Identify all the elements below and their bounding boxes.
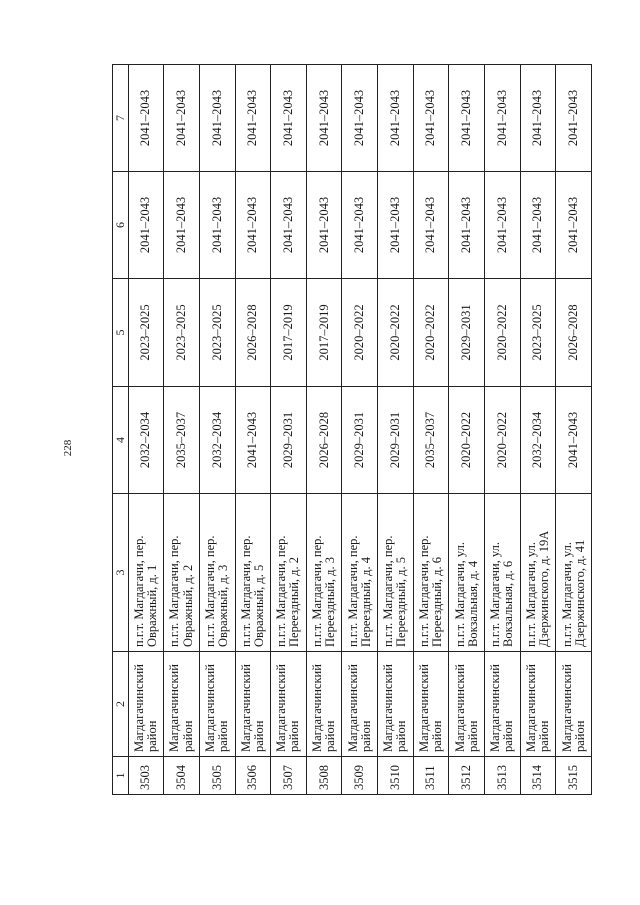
address-cell: п.г.т. Магдагачи, пер. Переездный, д. 6 <box>413 494 449 652</box>
address-cell: п.г.т. Магдагачи, пер. Овражный, д. 5 <box>235 494 271 652</box>
table-row <box>128 65 164 795</box>
address-cell: п.г.т. Магдагачи, ул. Вокзальная, д. 6 <box>485 494 521 652</box>
table-row <box>271 65 307 795</box>
period-cell: 2023–2025 <box>128 279 164 387</box>
address-cell: п.г.т. Магдагачи, пер. Переездный, д. 3 <box>306 494 342 652</box>
period-cell: 2041–2043 <box>235 172 271 279</box>
column-header: 5 <box>113 279 129 387</box>
period-cell: 2041–2043 <box>413 172 449 279</box>
period-cell: 2041–2043 <box>235 65 271 172</box>
district-cell: Магдагачинский район <box>449 652 485 757</box>
page-number: 228 <box>62 439 74 457</box>
table-body <box>128 65 591 795</box>
period-cell: 2041–2043 <box>342 172 378 279</box>
address-cell: п.г.т. Магдагачи, пер. Переездный, д. 4 <box>342 494 378 652</box>
address-cell: п.г.т. Магдагачи, пер. Овражный, д. 2 <box>164 494 200 652</box>
period-cell: 2032–2034 <box>128 387 164 494</box>
table-row <box>378 65 414 795</box>
row-number-cell: 3505 <box>199 757 235 795</box>
district-cell: Магдагачинский район <box>485 652 521 757</box>
district-cell: Магдагачинский район <box>199 652 235 757</box>
period-cell: 2029–2031 <box>342 387 378 494</box>
period-cell: 2035–2037 <box>413 387 449 494</box>
row-number-cell: 3511 <box>413 757 449 795</box>
period-cell: 2041–2043 <box>271 65 307 172</box>
row-number-cell: 3510 <box>378 757 414 795</box>
table-row <box>199 65 235 795</box>
period-cell: 2023–2025 <box>199 279 235 387</box>
address-cell: п.г.т. Магдагачи, пер. Переездный, д. 2 <box>271 494 307 652</box>
district-cell: Магдагачинский район <box>164 652 200 757</box>
period-cell: 2032–2034 <box>199 387 235 494</box>
period-cell: 2041–2043 <box>520 172 556 279</box>
period-cell: 2041–2043 <box>378 172 414 279</box>
period-cell: 2020–2022 <box>485 279 521 387</box>
period-cell: 2041–2043 <box>164 172 200 279</box>
column-header: 7 <box>113 65 129 172</box>
period-cell: 2041–2043 <box>556 387 592 494</box>
table-row <box>520 65 556 795</box>
row-number-cell: 3512 <box>449 757 485 795</box>
period-cell: 2041–2043 <box>413 65 449 172</box>
table-row <box>235 65 271 795</box>
period-cell: 2029–2031 <box>449 279 485 387</box>
period-cell: 2035–2037 <box>164 387 200 494</box>
column-header: 6 <box>113 172 129 279</box>
district-cell: Магдагачинский район <box>342 652 378 757</box>
period-cell: 2020–2022 <box>485 387 521 494</box>
district-cell: Магдагачинский район <box>413 652 449 757</box>
period-cell: 2023–2025 <box>164 279 200 387</box>
table-row <box>556 65 592 795</box>
address-cell: п.г.т. Магдагачи, ул. Дзержинского, д. 41 <box>556 494 592 652</box>
column-header: 2 <box>113 652 129 757</box>
period-cell: 2020–2022 <box>342 279 378 387</box>
period-cell: 2026–2028 <box>306 387 342 494</box>
period-cell: 2041–2043 <box>556 65 592 172</box>
district-cell: Магдагачинский район <box>520 652 556 757</box>
period-cell: 2032–2034 <box>520 387 556 494</box>
period-cell: 2041–2043 <box>520 65 556 172</box>
district-cell: Магдагачинский район <box>306 652 342 757</box>
address-cell: п.г.т. Магдагачи, ул. Дзержинского, д. 19А <box>520 494 556 652</box>
period-cell: 2041–2043 <box>235 387 271 494</box>
district-cell: Магдагачинский район <box>556 652 592 757</box>
row-number-cell: 3509 <box>342 757 378 795</box>
address-cell: п.г.т. Магдагачи, пер. Овражный, д. 3 <box>199 494 235 652</box>
period-cell: 2041–2043 <box>342 65 378 172</box>
period-cell: 2029–2031 <box>378 387 414 494</box>
address-cell: п.г.т. Магдагачи, пер. Овражный, д. 1 <box>128 494 164 652</box>
row-number-cell: 3513 <box>485 757 521 795</box>
table-row <box>413 65 449 795</box>
column-header: 4 <box>113 387 129 494</box>
period-cell: 2041–2043 <box>449 65 485 172</box>
period-cell: 2041–2043 <box>485 65 521 172</box>
period-cell: 2020–2022 <box>413 279 449 387</box>
period-cell: 2026–2028 <box>556 279 592 387</box>
period-cell: 2023–2025 <box>520 279 556 387</box>
period-cell: 2029–2031 <box>271 387 307 494</box>
period-cell: 2041–2043 <box>164 65 200 172</box>
row-number-cell: 3508 <box>306 757 342 795</box>
period-cell: 2041–2043 <box>306 65 342 172</box>
period-cell: 2041–2043 <box>485 172 521 279</box>
table-header-row <box>113 65 129 795</box>
period-cell: 2026–2028 <box>235 279 271 387</box>
schedule-table <box>112 64 592 795</box>
column-header: 1 <box>113 757 129 795</box>
district-cell: Магдагачинский район <box>378 652 414 757</box>
table-row <box>342 65 378 795</box>
period-cell: 2041–2043 <box>556 172 592 279</box>
period-cell: 2041–2043 <box>271 172 307 279</box>
row-number-cell: 3506 <box>235 757 271 795</box>
row-number-cell: 3514 <box>520 757 556 795</box>
period-cell: 2041–2043 <box>306 172 342 279</box>
period-cell: 2041–2043 <box>199 65 235 172</box>
row-number-cell: 3504 <box>164 757 200 795</box>
address-cell: п.г.т. Магдагачи, пер. Переездный, д. 5 <box>378 494 414 652</box>
period-cell: 2017–2019 <box>306 279 342 387</box>
table-row <box>164 65 200 795</box>
address-cell: п.г.т. Магдагачи, ул. Вокзальная, д. 4 <box>449 494 485 652</box>
row-number-cell: 3515 <box>556 757 592 795</box>
period-cell: 2020–2022 <box>378 279 414 387</box>
table-row <box>485 65 521 795</box>
table-row <box>306 65 342 795</box>
row-number-cell: 3503 <box>128 757 164 795</box>
period-cell: 2017–2019 <box>271 279 307 387</box>
period-cell: 2020–2022 <box>449 387 485 494</box>
district-cell: Магдагачинский район <box>128 652 164 757</box>
column-header: 3 <box>113 494 129 652</box>
table-rotated-container <box>112 65 592 795</box>
period-cell: 2041–2043 <box>128 65 164 172</box>
table-row <box>449 65 485 795</box>
period-cell: 2041–2043 <box>128 172 164 279</box>
period-cell: 2041–2043 <box>449 172 485 279</box>
period-cell: 2041–2043 <box>199 172 235 279</box>
period-cell: 2041–2043 <box>378 65 414 172</box>
district-cell: Магдагачинский район <box>271 652 307 757</box>
row-number-cell: 3507 <box>271 757 307 795</box>
district-cell: Магдагачинский район <box>235 652 271 757</box>
